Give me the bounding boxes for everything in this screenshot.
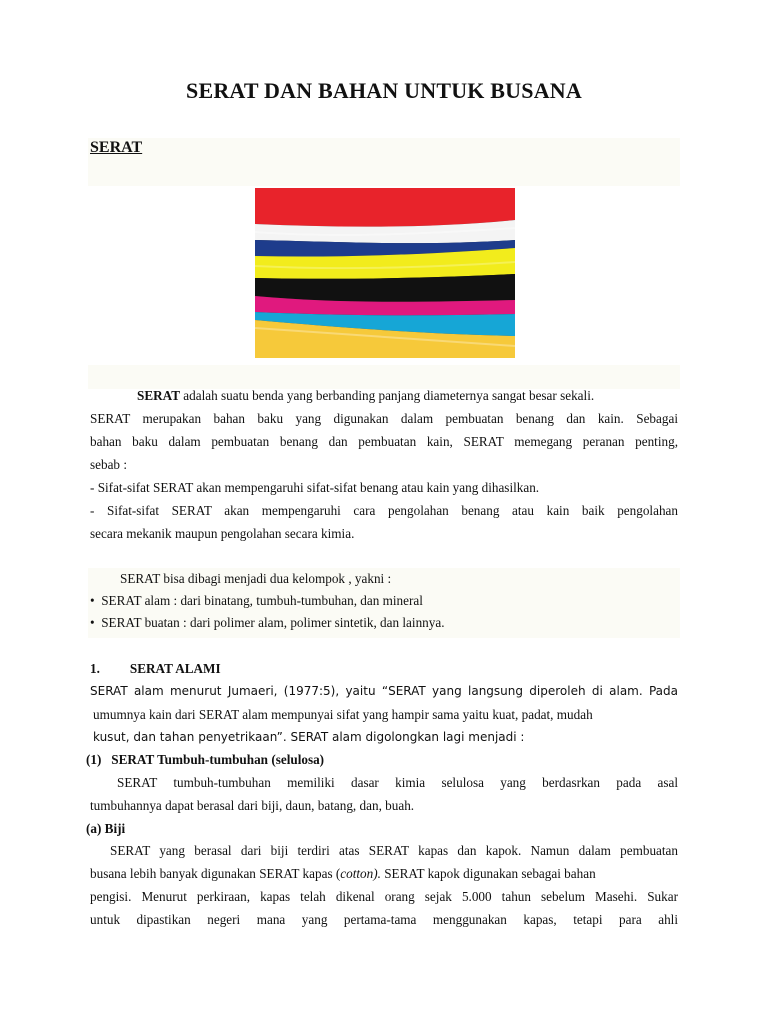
section-heading: SERAT xyxy=(90,139,143,156)
document-title: SERAT DAN BAHAN UNTUK BUSANA xyxy=(186,78,582,103)
groups-item-1-text: SERAT alam : dari binatang, tumbuh-tumbuhan, dan mineral xyxy=(101,593,423,608)
heading-shade xyxy=(88,138,680,186)
section-1-line-2: umumnya kain dari SERAT alam mempunyai sifat yang hampir sama yaitu kuat, padat, mudah xyxy=(93,707,593,722)
yarn-image xyxy=(255,188,515,358)
groups-lead xyxy=(90,571,678,587)
section-1-line-1: SERAT alam menurut Jumaeri, (1977:5), yaitu “SERAT yang langsung diperoleh di alam. Pada xyxy=(90,684,678,698)
intro-line-4: sebab : xyxy=(90,457,127,472)
section-1-number: 1. xyxy=(90,661,100,676)
section-1-heading xyxy=(90,661,678,677)
yarn-illustration xyxy=(255,188,515,358)
biji-line-2-a: busana lebih banyak digunakan SERAT kapas ( xyxy=(90,866,341,881)
biji-line-2-italic: cotton). xyxy=(340,866,381,881)
section-1-line-3: kusut, dan tahan penyetrikaan”. SERAT alam digolongkan lagi menjadi : xyxy=(93,730,525,744)
intro-line-3: bahan baku dalam pembuatan benang dan pembuatan kain, SERAT memegang peranan penting, xyxy=(90,434,678,449)
intro-line-6: - Sifat-sifat SERAT akan mempengaruhi cara pengolahan benang atau kain baik pengolahan xyxy=(90,503,678,518)
bullet-icon: • xyxy=(90,615,95,630)
paragraph-shade xyxy=(88,365,680,389)
subsection-1-line-2: tumbuhannya dapat berasal dari biji, daun, batang, dan, buah. xyxy=(90,798,415,813)
yarn-band xyxy=(255,188,515,227)
biji-line-1: SERAT yang berasal dari biji terdiri atas SERAT kapas dan kapok. Namun dalam pembuatan xyxy=(110,843,678,858)
intro-line-5: - Sifat-sifat SERAT akan mempengaruhi sifat-sifat benang atau kain yang dihasilkan. xyxy=(90,480,540,495)
section-1-title: SERAT ALAMI xyxy=(129,661,221,676)
biji-line-2-b: SERAT kapok digunakan sebagai bahan xyxy=(380,866,596,881)
intro-lead-bold: SERAT xyxy=(137,388,180,403)
biji-heading: (a) Biji xyxy=(86,821,126,836)
biji-line-2 xyxy=(90,866,678,882)
groups-item-2 xyxy=(90,615,678,631)
intro-line-2: SERAT merupakan bahan baku yang digunakan dalam pembuatan benang dan kain. Sebagai xyxy=(90,411,678,426)
bullet-icon: • xyxy=(90,593,95,608)
intro-line-1-rest: adalah suatu benda yang berbanding panjang diameternya sangat besar sekali. xyxy=(183,388,595,403)
intro-line-7: secara mekanik maupun pengolahan secara kimia. xyxy=(90,526,355,541)
intro-line-1 xyxy=(90,388,678,404)
biji-line-4: untuk dipastikan negeri mana yang pertama-tama menggunakan kapas, tetapi para ahli xyxy=(90,912,678,927)
subsection-1-heading: (1) SERAT Tumbuh-tumbuhan (selulosa) xyxy=(86,752,325,767)
groups-lead-text: SERAT bisa dibagi menjadi dua kelompok , yakni : xyxy=(120,571,392,586)
groups-item-1 xyxy=(90,593,678,609)
groups-item-2-text: SERAT buatan : dari polimer alam, polimer sintetik, dan lainnya. xyxy=(101,615,445,630)
biji-line-3: pengisi. Menurut perkiraan, kapas telah dikenal orang sejak 5.000 tahun sebelum Masehi. Sukar xyxy=(90,889,678,904)
subsection-1-line-1: SERAT tumbuh-tumbuhan memiliki dasar kimia selulosa yang berdasrkan pada asal xyxy=(117,775,678,790)
